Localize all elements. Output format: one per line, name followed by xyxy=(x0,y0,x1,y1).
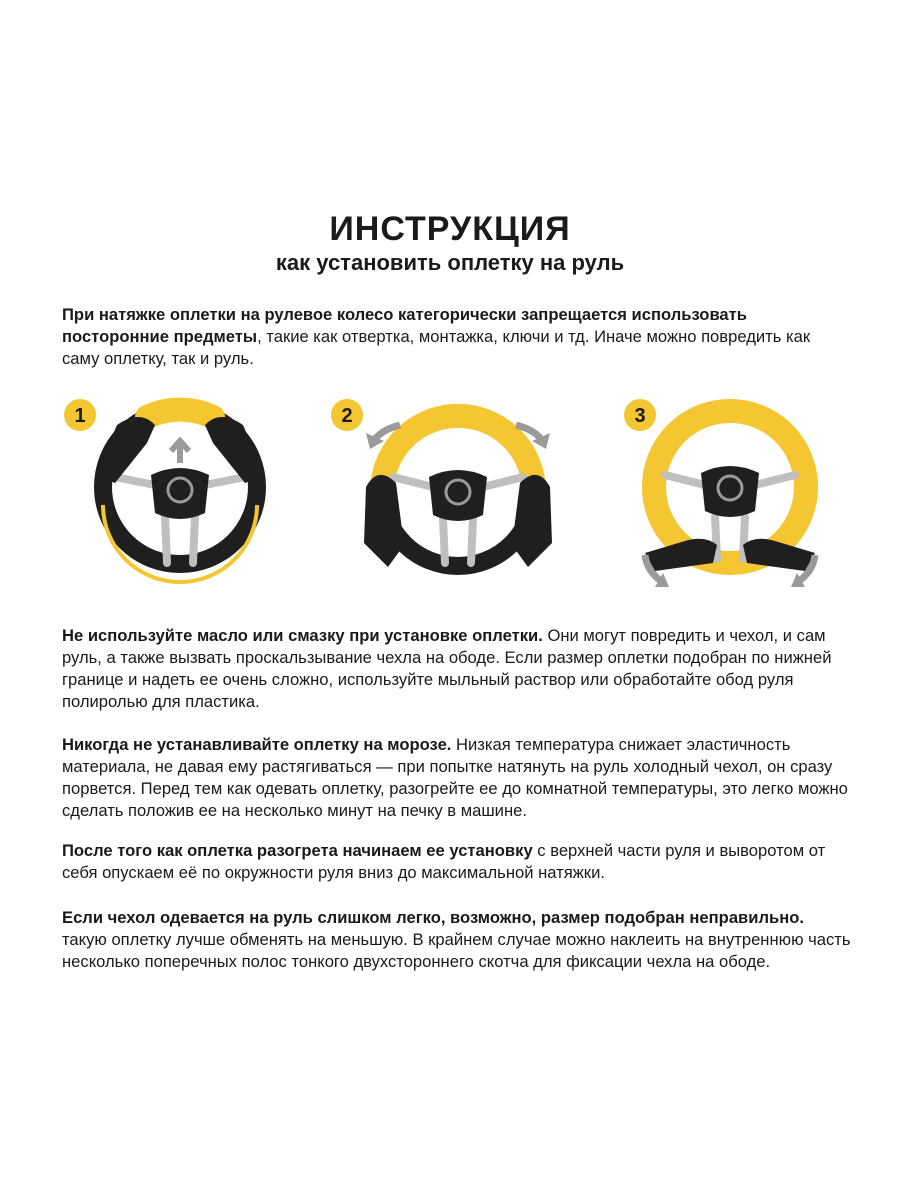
paragraph-no-tools xyxy=(62,304,852,370)
step-number: 3 xyxy=(634,405,646,427)
paragraph-size xyxy=(62,907,852,973)
step-2-illustration xyxy=(330,395,580,595)
steering-wheel-step2 xyxy=(330,395,580,595)
step-number: 1 xyxy=(74,405,86,427)
wheel-hub xyxy=(429,470,487,521)
paragraph-bold: Не используйте масло или смазку при установке оплетки. xyxy=(62,626,543,645)
arrow-up-icon xyxy=(171,441,189,463)
left-hand-icon xyxy=(364,475,404,567)
paragraph-text: Они могут повредить и чехол, и сам руль, а также вызвать проскальзывание чехла на ободе. Если размер оплетки подобран по нижней границе и надеть ее очень сложно, используйте мыльный раствор или обработайте обод руля полиролью для пластика. xyxy=(62,626,832,711)
paragraph-text: такую оплетку лучше обменять на меньшую. В крайнем случае можно наклеить на внутреннюю часть несколько поперечных полос тонкого двухстороннего скотча для фиксации чехла на ободе. xyxy=(62,930,851,971)
wheel-hub xyxy=(151,468,209,519)
wheel-hub xyxy=(701,466,759,517)
page-subtitle: как установить оплетку на руль xyxy=(275,250,625,275)
step-1-illustration xyxy=(55,395,305,595)
paragraph-bold: После того как оплетка разогрета начинаем ее установку xyxy=(62,841,533,860)
paragraph-no-frost xyxy=(62,734,852,822)
right-hand-icon xyxy=(512,475,552,567)
paragraph-text: с верхней части руля и выворотом от себя опускаем её по окружности руля вниз до максимальной натяжки. xyxy=(62,841,826,882)
paragraph-bold: Никогда не устанавливайте оплетку на морозе. xyxy=(62,735,452,754)
paragraph-no-oil xyxy=(62,625,852,713)
steering-wheel-step3 xyxy=(605,395,855,595)
steering-wheel-step1 xyxy=(55,395,305,595)
step-number: 2 xyxy=(341,405,353,427)
paragraph-bold: Если чехол одевается на руль слишком легко, возможно, размер подобран неправильно. xyxy=(62,908,804,927)
step-3-illustration xyxy=(605,395,855,595)
paragraph-text: Низкая температура снижает эластичность материала, не давая ему растягиваться — при попытке натянуть на руль холодный чехол, он сразу порвется. Перед тем как одевать оплетку, разогрейте ее до комнатной температуры, это легко можно сделать положив ее на несколько минут на печку в машине. xyxy=(62,735,848,820)
paragraph-install xyxy=(62,840,852,884)
paragraph-bold: При натяжке оплетки на рулевое колесо категорически запрещается использовать посторонние предметы xyxy=(62,305,747,346)
paragraph-text: , такие как отвертка, монтажка, ключи и тд. Иначе можно повредить как саму оплетку, так и руль. xyxy=(62,327,811,368)
wheel-cover xyxy=(147,410,213,417)
page-title: ИНСТРУКЦИЯ xyxy=(329,210,571,248)
